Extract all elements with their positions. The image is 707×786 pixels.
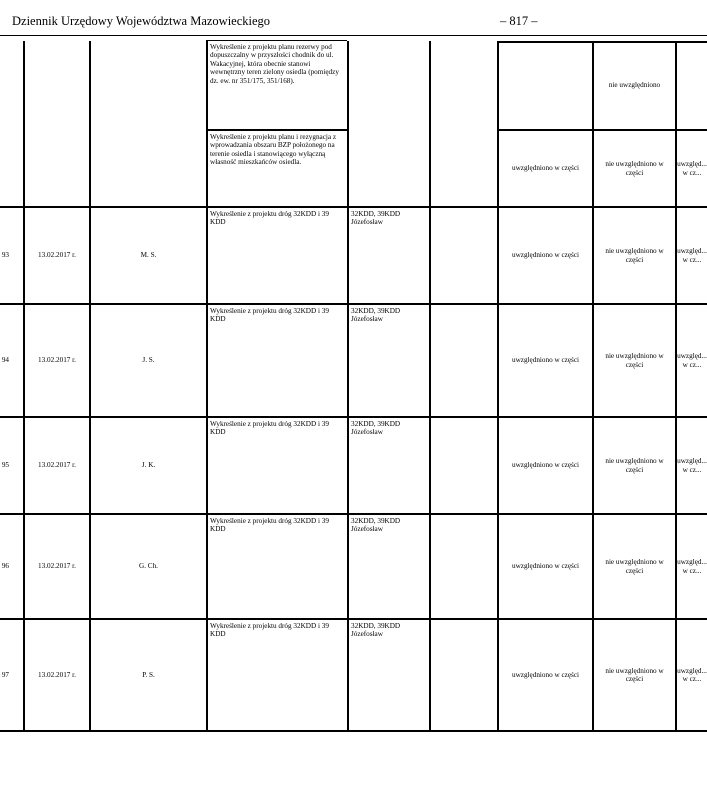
row-0-status-2	[594, 208, 675, 303]
row-3-name	[91, 515, 206, 618]
row-2-status-1	[499, 418, 592, 513]
row-1-status-2-text: nie uwzględniono w części	[605, 352, 664, 369]
row-3-plots-text: 32KDD, 39KDD Józefosław	[351, 517, 401, 534]
row-3-status-3-text: uwzględ... w cz...	[677, 558, 707, 575]
row-2-status-2-text: nie uwzględniono w części	[605, 457, 664, 474]
row-4-status-3-text: uwzględ... w cz...	[677, 666, 707, 683]
row-1-plots-text: 32KDD, 39KDD Józefosław	[351, 307, 401, 324]
top-block-status-1-1	[499, 41, 592, 129]
top-block-status-2-3-text: uwzględ... w cz...	[677, 160, 707, 177]
row-2-plots-text: 32KDD, 39KDD Józefosław	[351, 420, 401, 437]
row-1-status-3	[677, 305, 707, 416]
row-4-status-1	[499, 620, 592, 730]
row-2-status-3-text: uwzględ... w cz...	[677, 457, 707, 474]
row-1-number	[0, 305, 23, 416]
row-0-description-text: Wykreślenie z projektu dróg 32KDD i 39 KDD	[210, 210, 329, 227]
row-2-status-3	[677, 418, 707, 513]
row-4-number-text: 97	[1, 670, 9, 679]
row-0-number-text: 93	[1, 251, 9, 260]
row-3-status-2-text: nie uwzględniono w części	[605, 558, 664, 575]
top-block-status-2-1	[499, 131, 592, 206]
row-3-date-text: 13.02.2017 r.	[38, 562, 76, 571]
row-2-name-text: J. K.	[141, 461, 156, 470]
row-1-status-1-text: uwzględniono w części	[511, 356, 580, 365]
row-4-name-text: P. S.	[142, 670, 155, 679]
row-3-name-text: G. Ch.	[139, 562, 158, 571]
row-2-number-text: 95	[1, 461, 9, 470]
row-3-status-2	[594, 515, 675, 618]
row-3-description	[208, 515, 347, 618]
row-4-status-2	[594, 620, 675, 730]
header-rule	[0, 35, 707, 36]
row-0-name	[91, 208, 206, 303]
top-block-description-1	[208, 41, 347, 129]
row-3-number	[0, 515, 23, 618]
top-block-status-2-2	[594, 131, 675, 206]
row-0-status-2-text: nie uwzględniono w części	[605, 247, 664, 264]
row-1-date-text: 13.02.2017 r.	[38, 356, 76, 365]
top-block-status-1-2-text: nie uwzględniono	[608, 80, 661, 89]
row-0-status-3	[677, 208, 707, 303]
row-4-status-3	[677, 620, 707, 730]
row-2-status-1-text: uwzględniono w części	[511, 461, 580, 470]
row-2-name	[91, 418, 206, 513]
row-1-status-3-text: uwzględ... w cz...	[677, 352, 707, 369]
row-4-description-text: Wykreślenie z projektu dróg 32KDD i 39 KDD	[210, 622, 329, 639]
row-1-status-1	[499, 305, 592, 416]
grid-v-4	[429, 41, 431, 732]
top-block-description-1-text: Wykreślenie z projektu planu rezerwy pod dopuszczalny w przyszłości chodnik do ul. Wakacyjnej, która obecnie stanowi wewnętrzny teren zielony osiedla (pomiędzy dz. ew. nr 351/175, 351/168).	[210, 43, 339, 85]
row-4-number	[0, 620, 23, 730]
row-0-name-text: M. S.	[140, 251, 157, 260]
row-0-number	[0, 208, 23, 303]
row-2-status-2	[594, 418, 675, 513]
row-3-plots	[349, 515, 429, 618]
row-3-status-1-text: uwzględniono w części	[511, 562, 580, 571]
row-1-date	[25, 305, 89, 416]
row-2-date	[25, 418, 89, 513]
top-block-status-2-2-text: nie uwzględniono w części	[605, 160, 664, 177]
top-block-status-2-1-text: uwzględniono w części	[511, 164, 580, 173]
row-1-name	[91, 305, 206, 416]
top-block-status-1-2	[594, 41, 675, 129]
row-3-number-text: 96	[1, 562, 9, 571]
row-1-description-text: Wykreślenie z projektu dróg 32KDD i 39 KDD	[210, 307, 329, 324]
row-2-plots	[349, 418, 429, 513]
row-1-name-text: J. S.	[142, 356, 155, 365]
row-1-description	[208, 305, 347, 416]
row-3-status-1	[499, 515, 592, 618]
row-0-date-text: 13.02.2017 r.	[38, 251, 76, 260]
row-2-description	[208, 418, 347, 513]
document-title: Dziennik Urzędowy Województwa Mazowieckiego	[12, 14, 271, 28]
grid-h-row-5	[0, 730, 707, 732]
row-2-description-text: Wykreślenie z projektu dróg 32KDD i 39 KDD	[210, 420, 329, 437]
row-4-description	[208, 620, 347, 730]
row-0-date	[25, 208, 89, 303]
row-1-number-text: 94	[1, 356, 9, 365]
row-1-status-2	[594, 305, 675, 416]
row-0-status-1	[499, 208, 592, 303]
top-block-status-1-3	[677, 41, 707, 129]
row-2-number	[0, 418, 23, 513]
row-0-plots	[349, 208, 429, 303]
top-block-status-2-3	[677, 131, 707, 206]
row-4-status-2-text: nie uwzględniono w części	[605, 666, 664, 683]
row-4-name	[91, 620, 206, 730]
row-1-plots	[349, 305, 429, 416]
row-4-date	[25, 620, 89, 730]
row-2-date-text: 13.02.2017 r.	[38, 461, 76, 470]
row-4-date-text: 13.02.2017 r.	[38, 670, 76, 679]
top-block-description-2	[208, 131, 347, 206]
row-4-plots	[349, 620, 429, 730]
row-4-plots-text: 32KDD, 39KDD Józefosław	[351, 622, 401, 639]
row-0-description	[208, 208, 347, 303]
row-3-status-3	[677, 515, 707, 618]
row-4-status-1-text: uwzględniono w części	[511, 670, 580, 679]
row-0-status-3-text: uwzględ... w cz...	[677, 247, 707, 264]
page-number: – 817 –	[500, 14, 538, 28]
row-0-status-1-text: uwzględniono w części	[511, 251, 580, 260]
row-0-plots-text: 32KDD, 39KDD Józefosław	[351, 210, 401, 227]
row-3-date	[25, 515, 89, 618]
row-3-description-text: Wykreślenie z projektu dróg 32KDD i 39 KDD	[210, 517, 329, 534]
top-block-description-2-text: Wykreślenie z projektu planu i rezygnacja z wprowadzania obszaru BZP położonego na terenie osiedla i stanowiącego wyłączną własność mieszkańców osiedla.	[210, 133, 337, 167]
